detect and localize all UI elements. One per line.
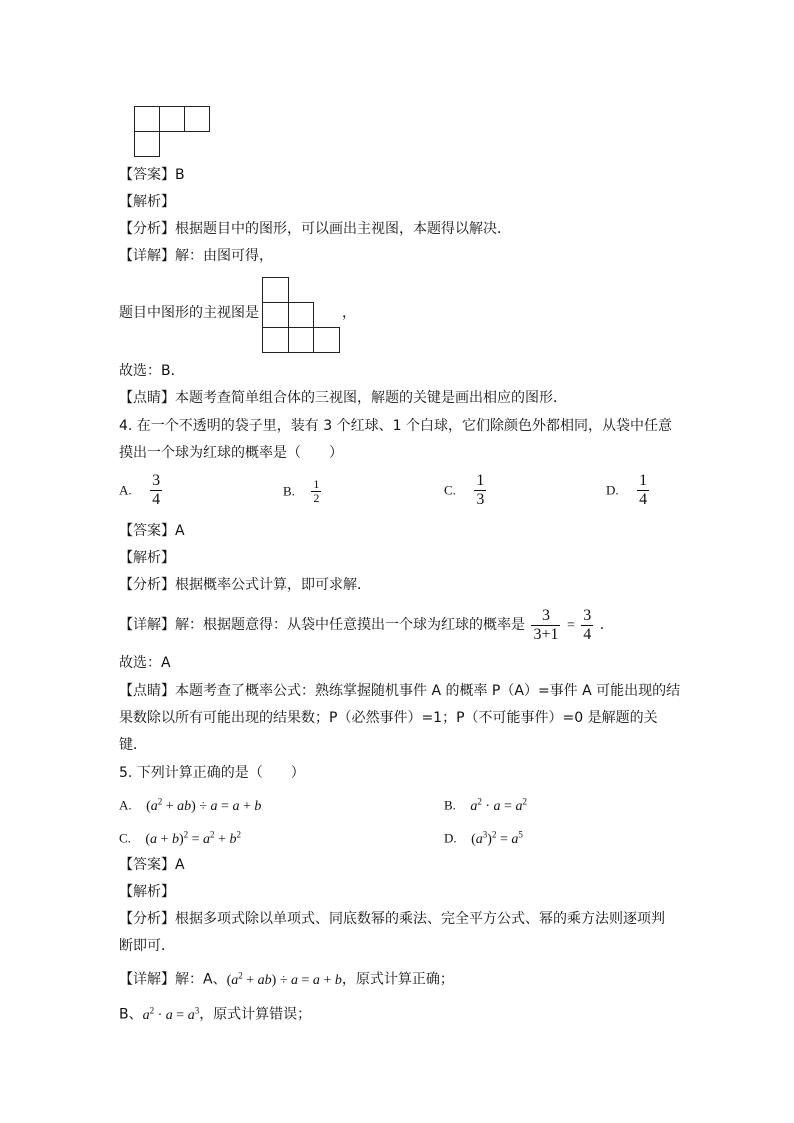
q4-jiexi: 【解析】 — [119, 550, 175, 566]
figure-cell — [262, 302, 289, 328]
fraction — [531, 607, 560, 644]
formula: $(a + b)^2 = a^2 + b^2$ — [145, 829, 241, 847]
option-label: A. — [119, 482, 132, 498]
q3-answer: 【答案】B — [119, 167, 185, 183]
option-label: D. — [606, 482, 619, 498]
q4-dianjing-line2: 果数除以所有可能出现的结果数；P（必然事件）=1；P（不可能事件）=0 是解题的关 — [119, 710, 658, 726]
option-label: B. — [283, 483, 295, 499]
xiangjie-text: 【详解】解：根据题意得：从袋中任意摸出一个球为红球的概率是 — [119, 617, 525, 633]
xiangjie-text: 【详解】解：A、 — [119, 971, 227, 988]
formula: $a^2 \cdot a = a^3$ — [142, 1005, 200, 1023]
q5-fenxi-line2: 断即可． — [119, 938, 175, 954]
figure-cell — [134, 106, 160, 132]
q4-option-c — [444, 472, 488, 509]
xiangjie-result: ，原式计算正确； — [341, 971, 454, 988]
denominator: 4 — [583, 625, 592, 643]
option-label: C. — [119, 830, 131, 846]
formula: $(a^2 + ab) \div a = a + b$ — [226, 970, 342, 988]
q4-stem-line1: 4. 在一个不透明的袋子里，装有 3 个红球、1 个白球，它们除颜色外都相同，从袋中任意 — [119, 418, 672, 434]
fraction — [637, 472, 649, 509]
figure-cell — [262, 277, 289, 303]
q3-dianjing: 【点睛】本题考查简单组合体的三视图，解题的关键是画出相应的图形． — [119, 390, 567, 406]
line-b-label: B、 — [119, 1006, 143, 1023]
q4-option-d — [606, 472, 651, 509]
q5-option-a — [119, 791, 261, 817]
q4-option-b — [283, 478, 323, 505]
q5-stem: 5. 下列计算正确的是（ ） — [119, 765, 305, 781]
denominator: 4 — [639, 491, 648, 508]
figure-cell — [134, 131, 160, 157]
q4-xiangjie — [119, 603, 614, 648]
figure-cell — [288, 327, 314, 353]
q4-stem-line2: 摸出一个球为红球的概率是（ ） — [119, 445, 343, 461]
numerator: 1 — [476, 472, 485, 489]
q4-guxuan: 故选：A — [119, 655, 171, 671]
q5-option-d — [444, 824, 523, 850]
option-label: C. — [444, 482, 456, 498]
denominator: 3 — [476, 491, 485, 508]
figure-cell — [262, 327, 289, 353]
q5-fenxi-line1: 【分析】根据多项式除以单项式、同底数幂的乘法、完全平方公式、幂的乘方法则逐项判 — [119, 911, 665, 927]
option-label: B. — [444, 797, 456, 813]
q4-dianjing-line1: 【点睛】本题考查了概率公式：熟练掌握随机事件 A 的概率 P（A）=事件 A 可能出现的结 — [119, 683, 681, 699]
numerator: 3 — [583, 606, 592, 624]
fraction — [474, 472, 486, 509]
q5-option-c — [119, 824, 241, 850]
option-label: D. — [444, 830, 457, 846]
q5-xiangjie — [119, 965, 454, 991]
option-figure — [134, 106, 210, 156]
numerator: 3 — [541, 606, 550, 624]
numerator: 3 — [152, 472, 161, 489]
fraction — [311, 478, 321, 505]
q5-jiexi: 【解析】 — [119, 884, 175, 900]
q4-option-a — [119, 472, 164, 509]
q3-guxuan: 故选：B． — [119, 363, 185, 379]
q4-answer: 【答案】A — [119, 523, 185, 539]
fraction — [581, 607, 593, 644]
q4-fenxi: 【分析】根据概率公式计算，即可求解． — [119, 577, 371, 593]
figure-cell — [159, 106, 185, 132]
denominator: 2 — [313, 491, 320, 505]
q5-line-b — [119, 1000, 311, 1026]
q3-xiangjie: 【详解】解：由图可得， — [119, 248, 273, 264]
figure-cell — [288, 302, 314, 328]
q4-dianjing-line3: 键． — [119, 737, 147, 753]
q3-jiexi: 【解析】 — [119, 194, 175, 210]
q5-answer: 【答案】A — [119, 857, 185, 873]
q3-fenxi: 【分析】根据题目中的图形，可以画出主视图，本题得以解决． — [119, 221, 511, 237]
option-label: A. — [119, 797, 132, 813]
q3-comma: ， — [342, 305, 356, 321]
period: ． — [599, 617, 614, 633]
figure-cell — [184, 106, 210, 132]
formula: $(a^2 + ab) \div a = a + b$ — [146, 796, 262, 814]
figure-cell — [313, 327, 340, 353]
numerator: 1 — [639, 472, 648, 489]
formula: $a^2 \cdot a = a^2$ — [470, 796, 527, 814]
q5-option-b — [444, 791, 527, 817]
denominator: 3+1 — [533, 625, 559, 643]
main-view-figure — [262, 277, 340, 353]
line-b-result: ，原式计算错误； — [199, 1006, 312, 1023]
formula: $(a^3)^2 = a^5$ — [471, 829, 523, 847]
q3-main-view-text: 题目中图形的主视图是 — [119, 305, 259, 321]
equals-sign: = — [566, 618, 575, 633]
denominator: 4 — [152, 491, 161, 508]
fraction — [150, 472, 162, 509]
numerator: 1 — [313, 477, 320, 491]
